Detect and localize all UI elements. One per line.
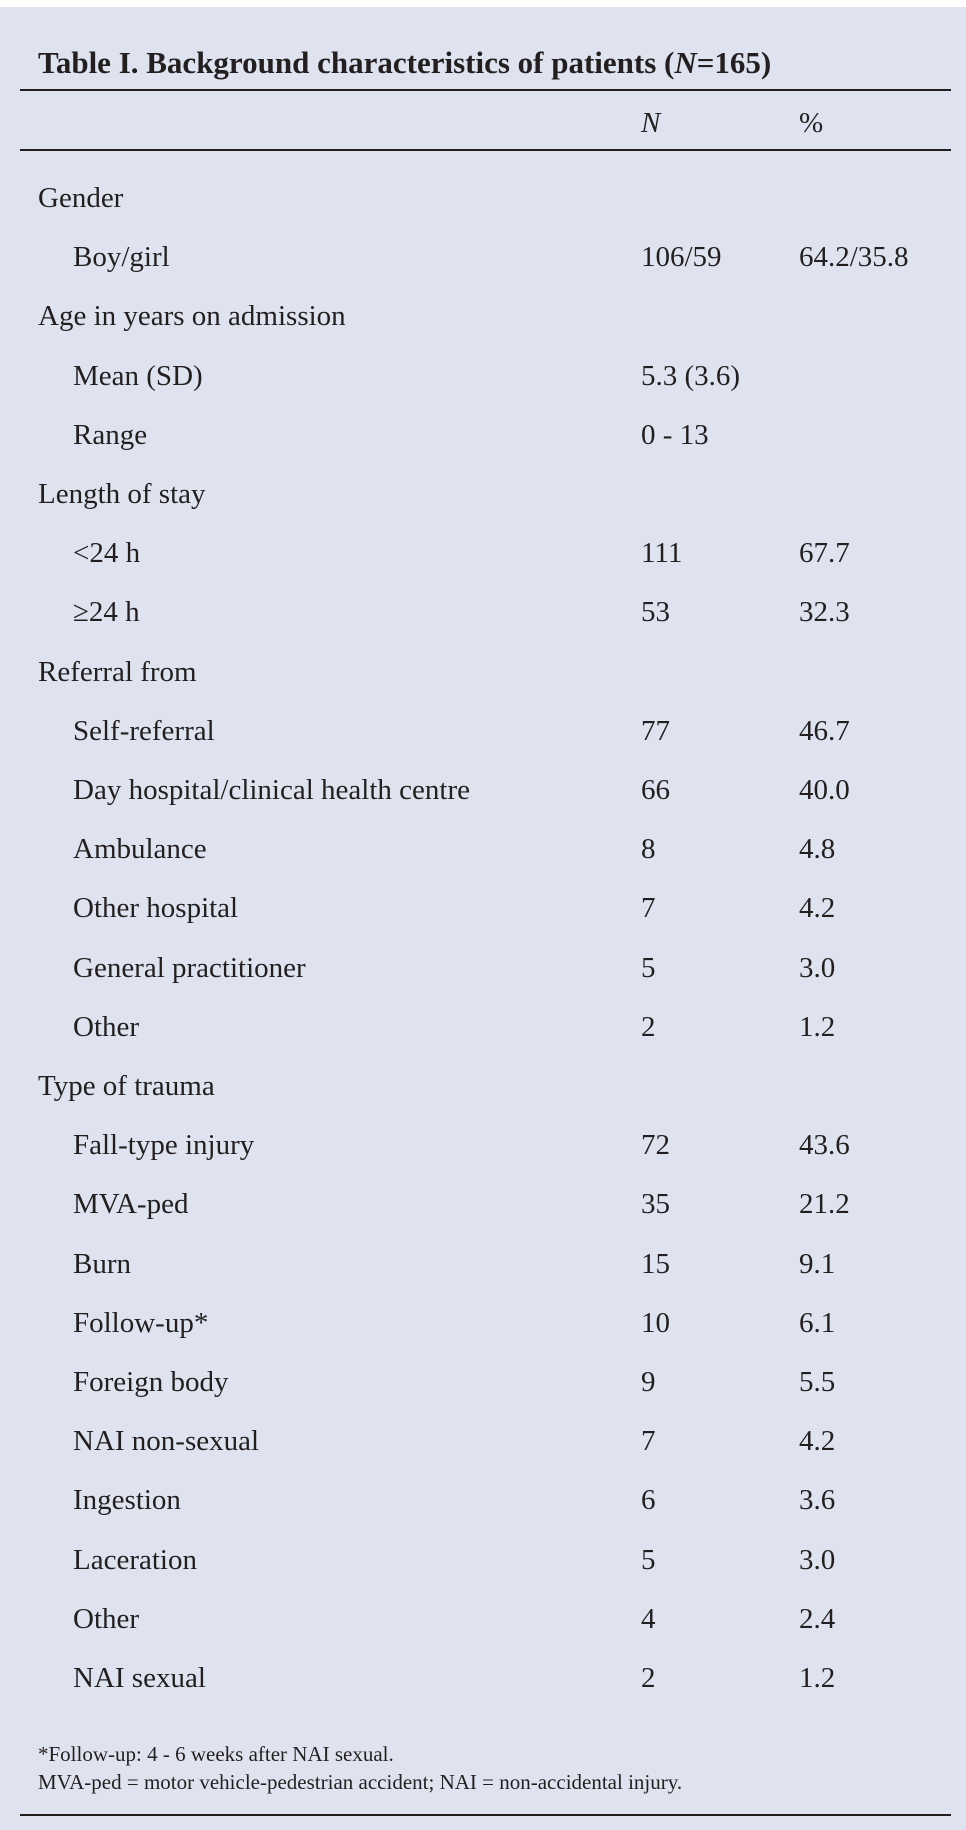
table-row bbox=[0, 1307, 966, 1366]
n-cell: 4 bbox=[641, 1602, 656, 1635]
group-row bbox=[0, 182, 966, 241]
table-row bbox=[0, 241, 966, 300]
percent-cell: 64.2/35.8 bbox=[799, 241, 909, 274]
table-row bbox=[0, 1188, 966, 1247]
table-row bbox=[0, 1603, 966, 1662]
table-row bbox=[0, 715, 966, 774]
table-row bbox=[0, 1248, 966, 1307]
n-cell: 5 bbox=[641, 1543, 656, 1576]
row-label: General practitioner bbox=[73, 951, 306, 984]
table-row bbox=[0, 1011, 966, 1070]
group-row bbox=[0, 478, 966, 537]
table-row bbox=[0, 419, 966, 478]
n-cell: 35 bbox=[641, 1188, 670, 1221]
percent-cell: 2.4 bbox=[799, 1602, 836, 1635]
percent-cell: 1.2 bbox=[799, 1010, 836, 1043]
percent-cell: 3.0 bbox=[799, 951, 836, 984]
row-label: Laceration bbox=[73, 1543, 197, 1576]
group-label: Age in years on admission bbox=[38, 300, 346, 333]
percent-cell: 67.7 bbox=[799, 537, 850, 570]
table-row bbox=[0, 537, 966, 596]
n-cell: 66 bbox=[641, 774, 670, 806]
row-label: NAI non-sexual bbox=[73, 1425, 260, 1458]
percent-cell: 9.1 bbox=[799, 1247, 836, 1280]
group-label: Referral from bbox=[38, 655, 197, 688]
group-label: Gender bbox=[38, 182, 124, 214]
n-cell: 2 bbox=[641, 1010, 656, 1043]
row-label: Burn bbox=[73, 1247, 131, 1280]
row-label: Boy/girl bbox=[73, 241, 170, 274]
percent-cell: 5.5 bbox=[799, 1366, 836, 1398]
table-row bbox=[0, 1662, 966, 1721]
n-cell: 9 bbox=[641, 1366, 656, 1398]
group-row bbox=[0, 656, 966, 715]
title-n: N bbox=[674, 45, 697, 80]
row-label: Other hospital bbox=[73, 892, 239, 925]
title-text: Table I. Background characteristics of patients ( bbox=[38, 45, 675, 80]
group-row bbox=[0, 300, 966, 359]
n-cell: 8 bbox=[641, 833, 656, 866]
title-suffix: =165) bbox=[696, 45, 772, 80]
percent-cell: 1.2 bbox=[799, 1662, 836, 1694]
row-label: Day hospital/clinical health centre bbox=[73, 774, 470, 806]
n-cell: 0 - 13 bbox=[641, 418, 709, 451]
n-cell: 106/59 bbox=[641, 241, 722, 274]
row-label: Mean (SD) bbox=[73, 359, 203, 392]
table-row bbox=[0, 1484, 966, 1543]
percent-cell: 3.6 bbox=[799, 1484, 836, 1517]
table-row bbox=[0, 360, 966, 419]
row-label: NAI sexual bbox=[73, 1662, 206, 1694]
table-title bbox=[38, 45, 771, 81]
n-cell: 15 bbox=[641, 1247, 670, 1280]
row-label: Ingestion bbox=[73, 1484, 181, 1517]
table-row bbox=[0, 596, 966, 655]
percent-cell: 6.1 bbox=[799, 1306, 836, 1339]
table-row bbox=[0, 833, 966, 892]
percent-cell: 32.3 bbox=[799, 596, 850, 629]
n-cell: 77 bbox=[641, 714, 670, 747]
n-cell: 72 bbox=[641, 1129, 670, 1162]
row-label: Ambulance bbox=[73, 833, 207, 866]
table-row bbox=[0, 1129, 966, 1188]
percent-cell: 4.2 bbox=[799, 1425, 836, 1458]
n-cell: 5.3 (3.6) bbox=[641, 359, 741, 392]
header-rule bbox=[20, 149, 951, 151]
row-label: <24 h bbox=[73, 537, 141, 570]
group-label: Length of stay bbox=[38, 478, 206, 510]
group-row bbox=[0, 1070, 966, 1129]
row-label: Fall-type injury bbox=[73, 1129, 255, 1162]
row-label: Other bbox=[73, 1010, 140, 1043]
percent-cell: 43.6 bbox=[799, 1129, 850, 1162]
n-cell: 5 bbox=[641, 951, 656, 984]
n-cell: 7 bbox=[641, 1425, 656, 1458]
n-cell: 2 bbox=[641, 1662, 656, 1694]
n-cell: 10 bbox=[641, 1306, 670, 1339]
row-label: MVA-ped bbox=[73, 1188, 189, 1221]
percent-cell: 4.8 bbox=[799, 833, 836, 866]
n-cell: 111 bbox=[641, 537, 683, 570]
table-row bbox=[0, 1425, 966, 1484]
footnote-2: MVA-ped = motor vehicle-pedestrian accident; NAI = non-accidental injury. bbox=[38, 1770, 683, 1794]
percent-cell: 40.0 bbox=[799, 774, 850, 806]
header-n: N bbox=[641, 107, 661, 139]
percent-cell: 3.0 bbox=[799, 1543, 836, 1576]
row-label: Follow-up* bbox=[73, 1306, 209, 1339]
row-label: Self-referral bbox=[73, 714, 215, 747]
percent-cell: 46.7 bbox=[799, 714, 850, 747]
row-label: Other bbox=[73, 1602, 140, 1635]
group-label: Type of trauma bbox=[38, 1070, 215, 1102]
percent-cell: 4.2 bbox=[799, 892, 836, 925]
table-panel bbox=[0, 7, 966, 1830]
row-label: Foreign body bbox=[73, 1366, 229, 1398]
row-label: ≥24 h bbox=[73, 596, 140, 629]
footnote-1: *Follow-up: 4 - 6 weeks after NAI sexual. bbox=[38, 1742, 394, 1766]
header-percent: % bbox=[799, 107, 824, 139]
percent-cell: 21.2 bbox=[799, 1188, 850, 1221]
n-cell: 53 bbox=[641, 596, 670, 629]
table-row bbox=[0, 1366, 966, 1425]
row-label: Range bbox=[73, 418, 148, 451]
table-row bbox=[0, 774, 966, 833]
bottom-rule bbox=[20, 1814, 951, 1816]
top-rule bbox=[20, 89, 951, 91]
n-cell: 7 bbox=[641, 892, 656, 925]
table-row bbox=[0, 952, 966, 1011]
table-row bbox=[0, 1544, 966, 1603]
n-cell: 6 bbox=[641, 1484, 656, 1517]
table-row bbox=[0, 892, 966, 951]
